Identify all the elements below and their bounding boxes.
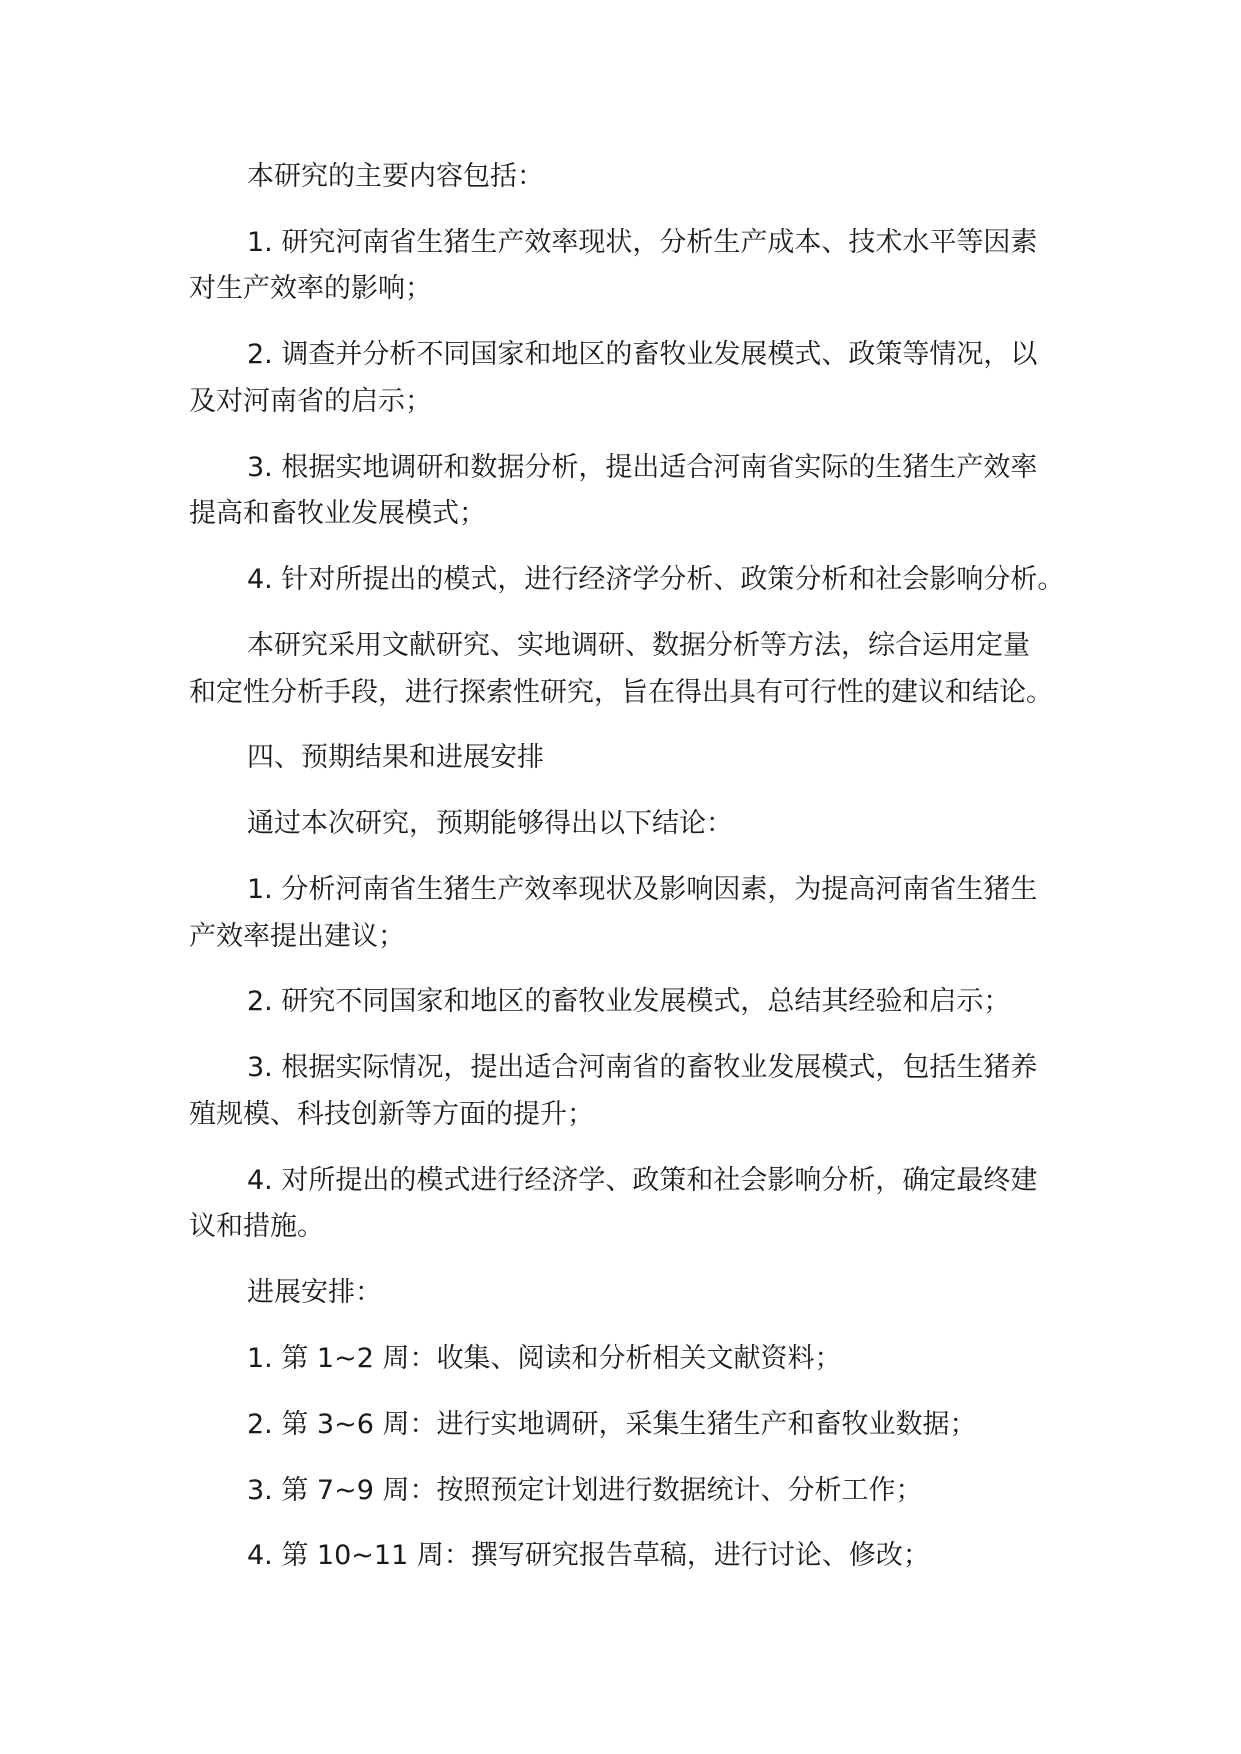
- paragraph-line: 4. 对所提出的模式进行经济学、政策和社会影响分析，确定最终建: [247, 1164, 1038, 1196]
- paragraph-line: 本研究采用文献研究、实地调研、数据分析等方法，综合运用定量: [247, 629, 1030, 661]
- paragraph-line: 1. 第 1~2 周：收集、阅读和分析相关文献资料；: [247, 1342, 842, 1374]
- paragraph-line: 产效率提出建议；: [189, 920, 405, 952]
- paragraph-line: 本研究的主要内容包括：: [247, 161, 544, 192]
- methods-paragraph: [189, 623, 1121, 716]
- content-item-2: [189, 332, 1121, 425]
- paragraph-line: 2. 调查并分析不同国家和地区的畜牧业发展模式、政策等情况，以: [247, 339, 1038, 371]
- paragraph-line: 议和措施。: [189, 1211, 324, 1243]
- paragraph-line: 1. 分析河南省生猪生产效率现状及影响因素，为提高河南省生猪生: [247, 874, 1038, 905]
- paragraph-line: 1. 研究河南省生猪生产效率现状，分析生产成本、技术水平等因素: [247, 226, 1038, 258]
- section-heading: [189, 735, 1121, 782]
- paragraph-line: 2. 第 3~6 周：进行实地调研，采集生猪生产和畜牧业数据；: [247, 1408, 977, 1440]
- paragraph-line: 提高和畜牧业发展模式；: [189, 498, 486, 530]
- paragraph-line: 3. 根据实际情况，提出适合河南省的畜牧业发展模式，包括生猪养: [247, 1052, 1038, 1084]
- schedule-item-4: [189, 1533, 1121, 1580]
- result-item-3: [189, 1045, 1121, 1138]
- paragraph-line: 4. 针对所提出的模式，进行经济学分析、政策分析和社会影响分析。: [247, 564, 1065, 596]
- paragraph-line: 4. 第 10~11 周：撰写研究报告草稿，进行讨论、修改；: [247, 1540, 930, 1572]
- results-intro-paragraph: [189, 801, 1121, 848]
- paragraph-line: 进展安排：: [247, 1277, 382, 1309]
- paragraph-line: 通过本次研究，预期能够得出以下结论：: [247, 808, 733, 840]
- paragraph-line: 对生产效率的影响；: [189, 273, 432, 305]
- paragraph-line: 2. 研究不同国家和地区的畜牧业发展模式，总结其经验和启示；: [247, 986, 1011, 1018]
- result-item-1: [189, 867, 1121, 960]
- paragraph-line: 殖规模、科技创新等方面的提升；: [189, 1098, 594, 1130]
- content-intro-paragraph: [189, 154, 1121, 201]
- schedule-item-3: [189, 1468, 1121, 1515]
- paragraph-line: 及对河南省的启示；: [189, 385, 432, 417]
- schedule-item-1: [189, 1336, 1121, 1383]
- result-item-2: [189, 979, 1121, 1026]
- paragraph-line: 3. 第 7~9 周：按照预定计划进行数据统计、分析工作；: [247, 1474, 923, 1506]
- content-item-1: [189, 220, 1121, 313]
- content-item-4: [189, 557, 1121, 604]
- content-item-3: [189, 445, 1121, 538]
- paragraph-line: 和定性分析手段，进行探索性研究，旨在得出具有可行性的建议和结论。: [189, 676, 1053, 708]
- schedule-item-2: [189, 1402, 1121, 1449]
- schedule-heading: [189, 1270, 1121, 1317]
- section-heading-text: 四、预期结果和进展安排: [247, 742, 544, 774]
- result-item-4: [189, 1158, 1121, 1251]
- paragraph-line: 3. 根据实地调研和数据分析，提出适合河南省实际的生猪生产效率: [247, 451, 1038, 483]
